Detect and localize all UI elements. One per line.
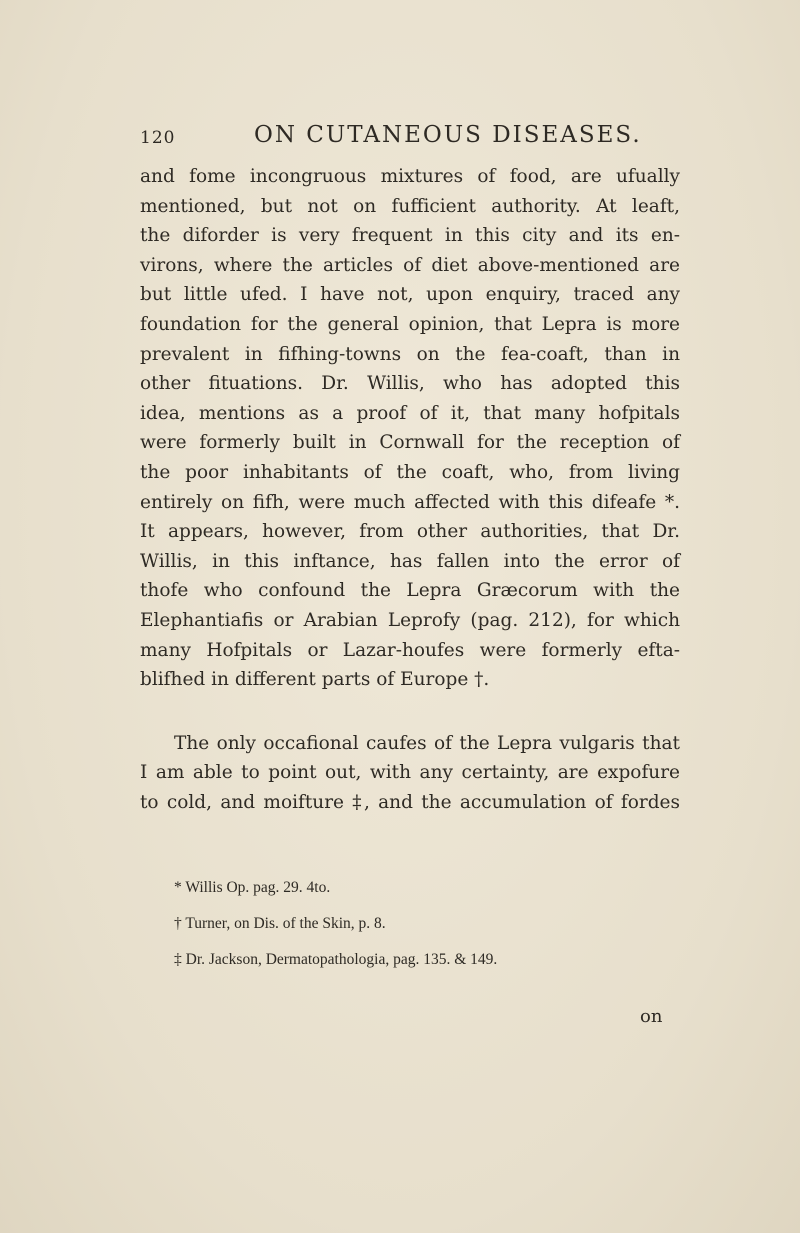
footnote-3: ‡ Dr. Jackson, Dermatopathologia, pag. 135. & 149.	[174, 951, 498, 968]
text-line: blifhed in different parts of Europe †.	[140, 669, 490, 691]
text-line: Elephantiafis or Arabian Leprofy (pag. 212), for which	[140, 609, 680, 631]
text-line: I am able to point out, with any certainty, are expofure	[140, 762, 680, 784]
text-line: but little ufed. I have not, upon enquiry, traced any	[140, 284, 680, 306]
paragraph-gap	[140, 695, 680, 729]
text-line: thofe who confound the Lepra Græcorum with the	[140, 580, 680, 602]
text-line: other fituations. Dr. Willis, who has adopted this	[140, 373, 680, 395]
footnote-1: * Willis Op. pag. 29. 4to.	[174, 879, 331, 896]
text-line: mentioned, but not on fufficient authority. At leaft,	[140, 195, 680, 217]
text-line: The only occafional caufes of the Lepra vulgaris that	[174, 732, 680, 754]
text-line: Willis, in this inftance, has fallen into the error of	[140, 550, 680, 572]
page-number: 120	[140, 128, 176, 148]
text-line: entirely on fifh, were much affected with this difeafe *.	[140, 491, 680, 513]
text-line: the diforder is very frequent in this city and its en-	[140, 225, 680, 247]
text-line: foundation for the general opinion, that Lepra is more	[140, 313, 680, 335]
text-line: and fome incongruous mixtures of food, are ufually	[140, 166, 680, 187]
paragraph-2	[140, 729, 680, 818]
paragraph-1	[140, 162, 680, 695]
catchword: on	[640, 1006, 663, 1027]
text-line: the poor inhabitants of the coaft, who, from living	[140, 461, 680, 483]
footnotes	[174, 870, 694, 978]
text-line: prevalent in fifhing-towns on the fea-coaft, than in	[140, 343, 680, 365]
text-line: It appears, however, from other authorities, that Dr.	[140, 521, 680, 543]
text-line: virons, where the articles of diet above-mentioned are	[140, 254, 680, 276]
text-line: were formerly built in Cornwall for the reception of	[140, 432, 680, 454]
text-line: to cold, and moifture ‡, and the accumulation of fordes	[140, 791, 680, 813]
running-head: ON CUTANEOUS DISEASES.	[254, 122, 642, 148]
body-text	[140, 162, 680, 817]
page-header	[140, 118, 700, 158]
footnote-2: † Turner, on Dis. of the Skin, p. 8.	[174, 915, 386, 932]
text-line: many Hofpitals or Lazar-houfes were formerly efta-	[140, 639, 680, 661]
text-line: idea, mentions as a proof of it, that many hofpitals	[140, 402, 680, 424]
